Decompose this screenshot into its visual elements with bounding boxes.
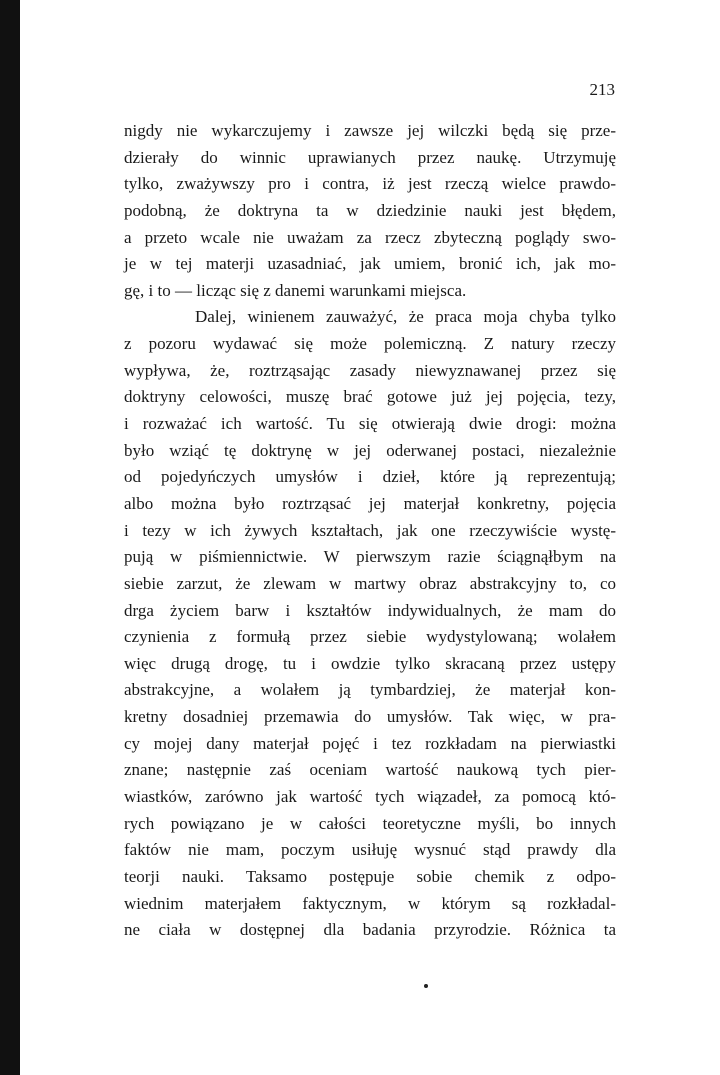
page-binding-edge [0,0,20,1075]
text-line: gę, i to — licząc się z danemi warunkami miejsca. [124,280,467,300]
text-line: je w tej materji uzasadniać, jak umiem, bronić ich, jak mo- [124,254,616,274]
text-line: od pojedyńczych umysłów i dzieł, które ją reprezentują; [124,467,616,487]
page-number: 213 [589,80,615,99]
stray-ink-dot [424,984,428,988]
text-line: kretny dosadniej przemawia do umysłów. Tak więc, w pra- [124,707,616,727]
text-line: albo można było roztrząsać jej materjał konkretny, pojęcia [124,493,616,513]
text-line: wiednim materjałem faktycznym, w którym są rozkładal- [124,893,616,913]
text-line: wiastków, zarówno jak wartość tych wiązadeł, za pomocą któ- [124,787,616,807]
text-line: a przeto wcale nie uważam za rzecz zbyteczną poglądy swo- [124,227,616,247]
text-line: więc drugą drogę, tu i owdzie tylko skracaną przez ustępy [124,653,616,673]
text-line: dzierały do winnic uprawianych przez naukę. Utrzymuję [124,147,616,167]
text-line: doktryny celowości, muszę brać gotowe już jej pojęcia, tezy, [124,387,616,407]
text-line: tylko, zważywszy pro i contra, iż jest rzeczą wielce prawdo- [124,174,616,194]
text-line: było wziąć tę doktrynę w jej oderwanej postaci, niezależnie [124,440,616,460]
text-line: teorji nauki. Taksamo postępuje sobie chemik z odpo- [124,866,616,886]
paragraph-start-line: Dalej, winienem zauważyć, że praca moja chyba tylko [195,307,616,327]
text-line: drga życiem barw i kształtów indywidualnych, że mam do [124,600,616,620]
text-line: siebie zarzut, że zlewam w martwy obraz abstrakcyjny to, co [124,573,616,593]
text-line: z pozoru wydawać się może polemiczną. Z natury rzeczy [124,334,616,354]
text-line: ne ciała w dostępnej dla badania przyrodzie. Różnica ta [124,920,616,940]
text-line: wypływa, że, roztrząsając zasady niewyznawanej przez się [124,360,616,380]
text-line: czynienia z formułą przez siebie wydystylowaną; wolałem [124,627,616,647]
text-line: pują w piśmiennictwie. W pierwszym razie ściągnąłbym na [124,547,616,567]
text-line: podobną, że doktryna ta w dziedzinie nauki jest błędem, [124,200,616,220]
text-line: znane; następnie zaś oceniam wartość naukową tych pier- [124,760,616,780]
text-line: faktów nie mam, poczym usiłuję wysnuć stąd prawdy dla [124,840,616,860]
text-line: rych powiązano je w całości teoretyczne myśli, bo innych [124,813,616,833]
body-text [124,118,616,944]
text-line: i tezy w ich żywych kształtach, jak one rzeczywiście wystę- [124,520,616,540]
text-line: cy mojej dany materjał pojęć i tez rozkładam na pierwiastki [124,733,616,753]
text-line: abstrakcyjne, a wolałem ją tymbardziej, że materjał kon- [124,680,616,700]
text-line: nigdy nie wykarczujemy i zawsze jej wilczki będą się prze- [124,121,616,140]
text-line: i rozważać ich wartość. Tu się otwierają dwie drogi: można [124,414,616,434]
